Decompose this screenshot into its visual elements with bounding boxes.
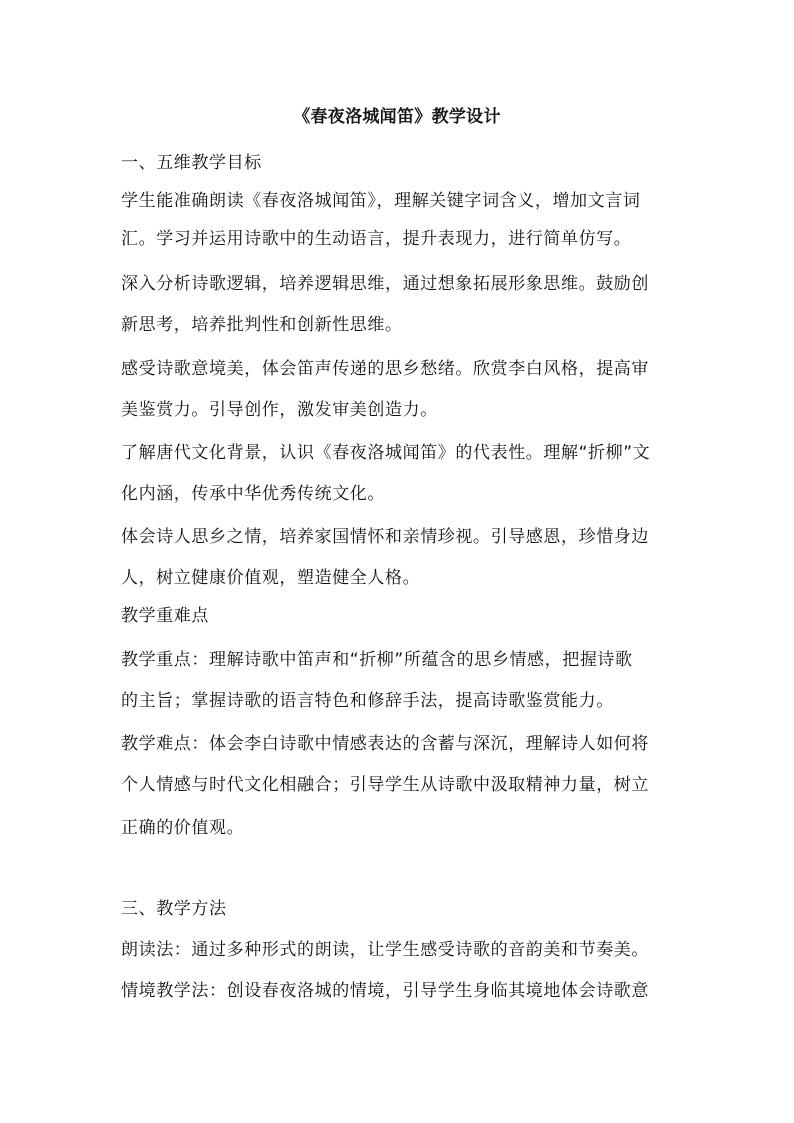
paragraph-line: 朗读法：通过多种形式的朗读，让学生感受诗歌的音韵美和节奏美。 [121,940,649,960]
paragraph-line: 感受诗歌意境美，体会笛声传递的思乡愁绪。欣赏李白风格，提高审 [121,359,649,379]
paragraph-line: 正确的价值观。 [121,818,245,838]
paragraph-line: 体会诗人思乡之情，培养家国情怀和亲情珍视。引导感恩，珍惜身边 [121,527,649,547]
document-title: 《春夜洛城闻笛》教学设计 [293,107,501,127]
paragraph-line: 美鉴赏力。引导创作，激发审美创造力。 [121,400,438,420]
paragraph-line: 学生能准确朗读《春夜洛城闻笛》，理解关键字词含义，增加文言词 [121,191,641,211]
paragraph-line: 教学重点：理解诗歌中笛声和“折柳”所蕴含的思乡情感，把握诗歌 [121,650,633,670]
section-heading-objectives: 一、五维教学目标 [121,153,262,173]
paragraph-line: 人，树立健康价值观，塑造健全人格。 [121,568,421,588]
paragraph-line: 教学难点：体会李白诗歌中情感表达的含蓄与深沉，理解诗人如何将 [121,734,649,754]
section-heading-methods: 三、教学方法 [121,899,227,919]
paragraph-line: 汇。学习并运用诗歌中的生动语言，提升表现力，进行简单仿写。 [121,229,632,249]
paragraph-line: 个人情感与时代文化相融合；引导学生从诗歌中汲取精神力量，树立 [121,775,649,795]
section-heading-key-points: 教学重难点 [121,606,209,626]
paragraph-line: 了解唐代文化背景，认识《春夜洛城闻笛》的代表性。理解“折柳”文 [121,443,651,463]
paragraph-line: 的主旨；掌握诗歌的语言特色和修辞手法，提高诗歌鉴赏能力。 [121,691,614,711]
paragraph-line: 新思考，培养批判性和创新性思维。 [121,315,403,335]
paragraph-line: 情境教学法：创设春夜洛城的情境，引导学生身临其境地体会诗歌意 [121,981,649,1001]
paragraph-line: 深入分析诗歌逻辑，培养逻辑思维，通过想象拓展形象思维。鼓励创 [121,274,649,294]
paragraph-line: 化内涵，传承中华优秀传统文化。 [121,484,385,504]
